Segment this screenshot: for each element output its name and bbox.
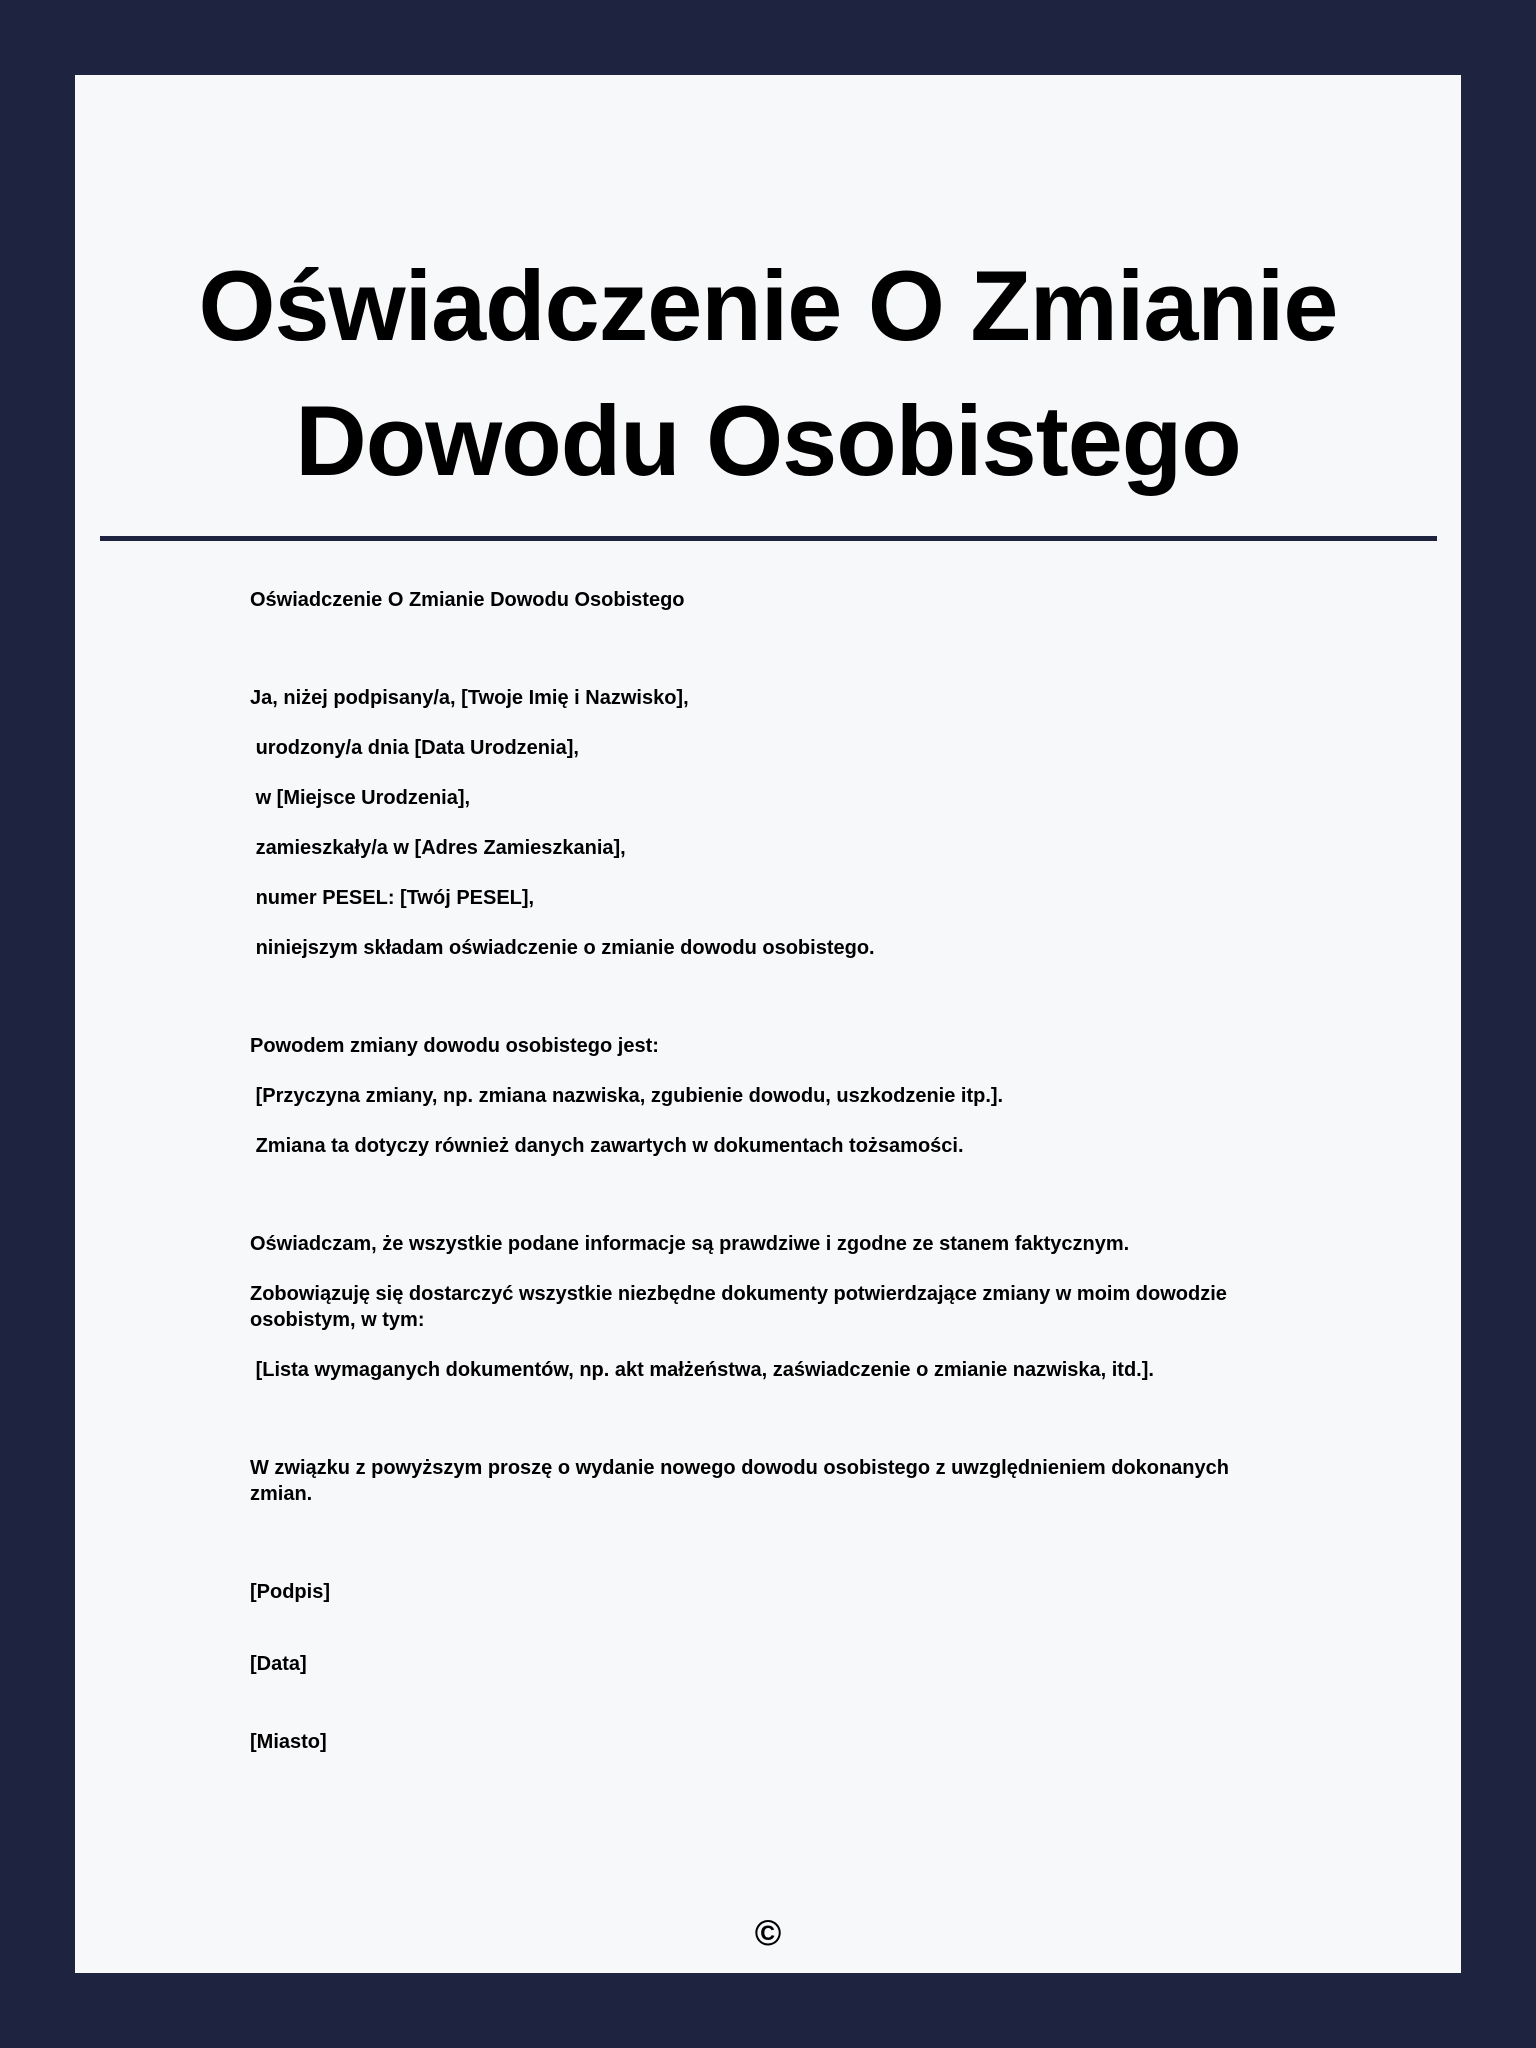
document-title: Oświadczenie O Zmianie Dowodu Osobistego [198,250,1338,496]
paragraph-scope-note: Zmiana ta dotyczy również danych zawartych w dokumentach tożsamości. [250,1135,964,1157]
paragraph-address: zamieszkały/a w [Adres Zamieszkania], [250,837,626,859]
paragraph-pesel: numer PESEL: [Twój PESEL], [250,887,535,909]
paragraph-declarant-name: Ja, niżej podpisany/a, [Twoje Imię i Nazwisko], [250,687,689,709]
paragraph-birth-place: w [Miejsce Urodzenia], [250,787,471,809]
paragraph-obligation: Zobowiązuję się dostarczyć wszystkie niezbędne dokumenty potwierdzające zmiany w moim dowodzie osobistym, w tym: [250,1283,1233,1331]
signature-placeholder: [Podpis] [250,1581,330,1603]
body-heading: Oświadczenie O Zmianie Dowodu Osobistego [250,589,685,611]
document-page [75,75,1461,1973]
paragraph-declaration-intro: niniejszym składam oświadczenie o zmianie dowodu osobistego. [250,937,875,959]
paragraph-reason-label: Powodem zmiany dowodu osobistego jest: [250,1035,659,1057]
copyright-icon: © [754,1912,782,1953]
document-body [250,541,1286,1755]
page-footer [75,1912,1461,1973]
paragraph-request: W związku z powyższym proszę o wydanie nowego dowodu osobistego z uwzględnieniem dokonanych zmian. [250,1457,1235,1505]
city-placeholder: [Miasto] [250,1731,327,1753]
paragraph-birth-date: urodzony/a dnia [Data Urodzenia], [250,737,579,759]
paragraph-documents-list: [Lista wymaganych dokumentów, np. akt małżeństwa, zaświadczenie o zmianie nazwiska, itd.]. [250,1359,1154,1381]
paragraph-reason-placeholder: [Przyczyna zmiany, np. zmiana nazwiska, zgubienie dowodu, uszkodzenie itp.]. [250,1085,1004,1107]
paragraph-truth-statement: Oświadczam, że wszystkie podane informacje są prawdziwe i zgodne ze stanem faktycznym. [250,1233,1130,1255]
date-placeholder: [Data] [250,1653,307,1675]
